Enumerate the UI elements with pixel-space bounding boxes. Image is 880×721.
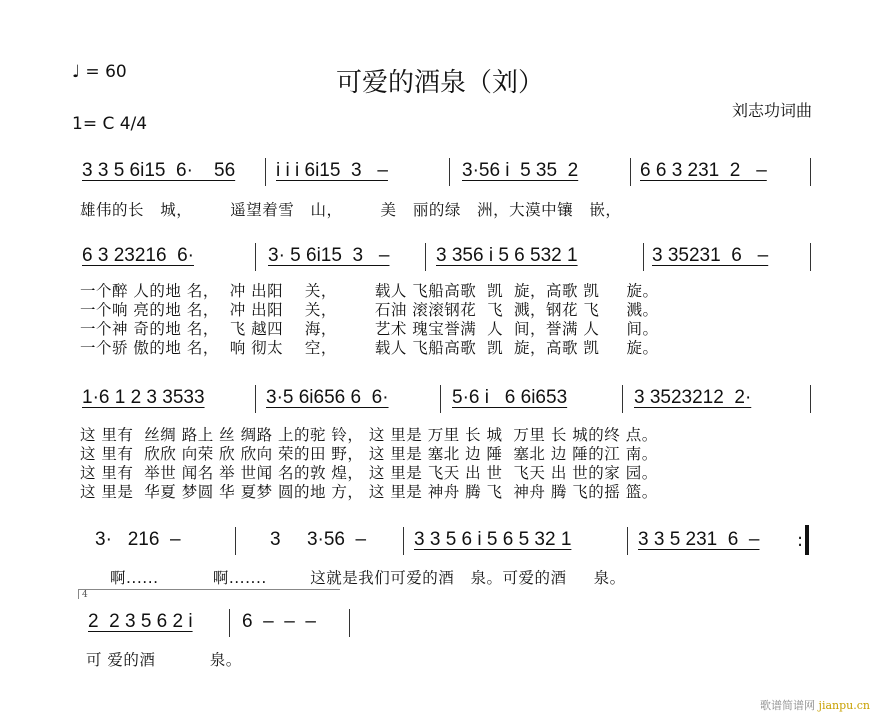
- barline: [440, 385, 441, 413]
- measure: 3 3 5 6 i 5 6 5 32 1: [414, 529, 572, 550]
- measure: i i i 6i15 3 –: [276, 160, 388, 181]
- barline: [643, 243, 644, 271]
- lyrics-line: 一个神 奇的地 名， 飞 越四 海， 艺术 瑰宝誉满 人 间，誉满 人 间。: [80, 320, 659, 338]
- lyrics-line: 这 里是 华夏 梦圆 华 夏梦 圆的地 方， 这 里是 神舟 腾 飞 神舟 腾 飞的摇 篮。: [80, 483, 658, 501]
- barline: [810, 158, 811, 186]
- barline: [235, 527, 236, 555]
- measure: 3 3 5 6i15 6· 56: [82, 160, 236, 181]
- barline: [349, 609, 350, 637]
- lyrics-line: 这 里有 丝绸 路上 丝 绸路 上的驼 铃， 这 里是 万里 长 城 万里 长 城的终 点。: [80, 426, 658, 444]
- measure: 3 35231 6 –: [652, 245, 769, 266]
- repeat-end-barline: [805, 525, 809, 555]
- repeat-dots: :: [797, 530, 804, 551]
- composer-credit: 刘志功词曲: [731, 101, 812, 120]
- measure: 6 – – –: [242, 611, 316, 632]
- lyrics-line: 可 爱的酒 泉。: [86, 651, 242, 669]
- barline: [255, 385, 256, 413]
- measure: 1·6 1 2 3 3533: [82, 387, 205, 408]
- measure: 3· 216 –: [95, 529, 181, 550]
- barline: [265, 158, 266, 186]
- lyrics-line: 雄伟的长 城， 遥望着雪 山， 美 丽的绿 洲，大漠中镶 嵌，: [80, 201, 622, 219]
- lyrics-line: 一个响 亮的地 名， 冲 出阳 关， 石油 滚滚钢花 飞 溅，钢花 飞 溅。: [80, 301, 659, 319]
- barline: [449, 158, 450, 186]
- volta-bracket: [78, 589, 340, 590]
- lyrics-line: 这 里有 举世 闻名 举 世闻 名的敦 煌， 这 里是 飞天 出 世 飞天 出 世的家 园。: [80, 464, 658, 482]
- measure: 3· 5 6i15 3 –: [268, 245, 390, 266]
- lyrics-line: 一个醉 人的地 名， 冲 出阳 关， 载人 飞船高歌 凯 旋，高歌 凯 旋。: [80, 282, 659, 300]
- watermark: 歌谱简谱网 jianpu.cn: [760, 699, 870, 712]
- lyrics-line: 啊...... 啊....... 这就是我们可爱的酒 泉。可爱的酒 泉。: [110, 569, 626, 587]
- barline: [425, 243, 426, 271]
- barline: [627, 527, 628, 555]
- barline: [403, 527, 404, 555]
- barline: [810, 385, 811, 413]
- volta-number: 4: [82, 590, 88, 600]
- tempo-marking: ♩ = 60: [72, 62, 127, 82]
- barline: [810, 243, 811, 271]
- measure: 2 2 3 5 6 2 i: [88, 611, 193, 632]
- lyrics-line: 这 里有 欣欣 向荣 欣 欣向 荣的田 野， 这 里是 塞北 边 陲 塞北 边 陲的江 南。: [80, 445, 658, 463]
- measure: 6 3 23216 6·: [82, 245, 194, 266]
- measure: 3·56 i 5 35 2: [462, 160, 579, 181]
- key-signature: 1= C 4/4: [72, 114, 148, 134]
- measure: 3·5 6i656 6 6·: [266, 387, 389, 408]
- song-title: 可爱的酒泉（刘）: [335, 68, 544, 98]
- measure: 3 356 i 5 6 532 1: [436, 245, 578, 266]
- measure: 3 3523212 2·: [634, 387, 752, 408]
- barline: [229, 609, 230, 637]
- measure: 5·6 i 6 6i653: [452, 387, 568, 408]
- measure: 3 3 5 231 6 –: [638, 529, 760, 550]
- barline: [622, 385, 623, 413]
- barline: [630, 158, 631, 186]
- lyrics-line: 一个骄 傲的地 名， 响 彻太 空， 载人 飞船高歌 凯 旋，高歌 凯 旋。: [80, 339, 659, 357]
- measure: 3 3·56 –: [270, 529, 367, 550]
- barline: [255, 243, 256, 271]
- measure: 6 6 3 231 2 –: [640, 160, 767, 181]
